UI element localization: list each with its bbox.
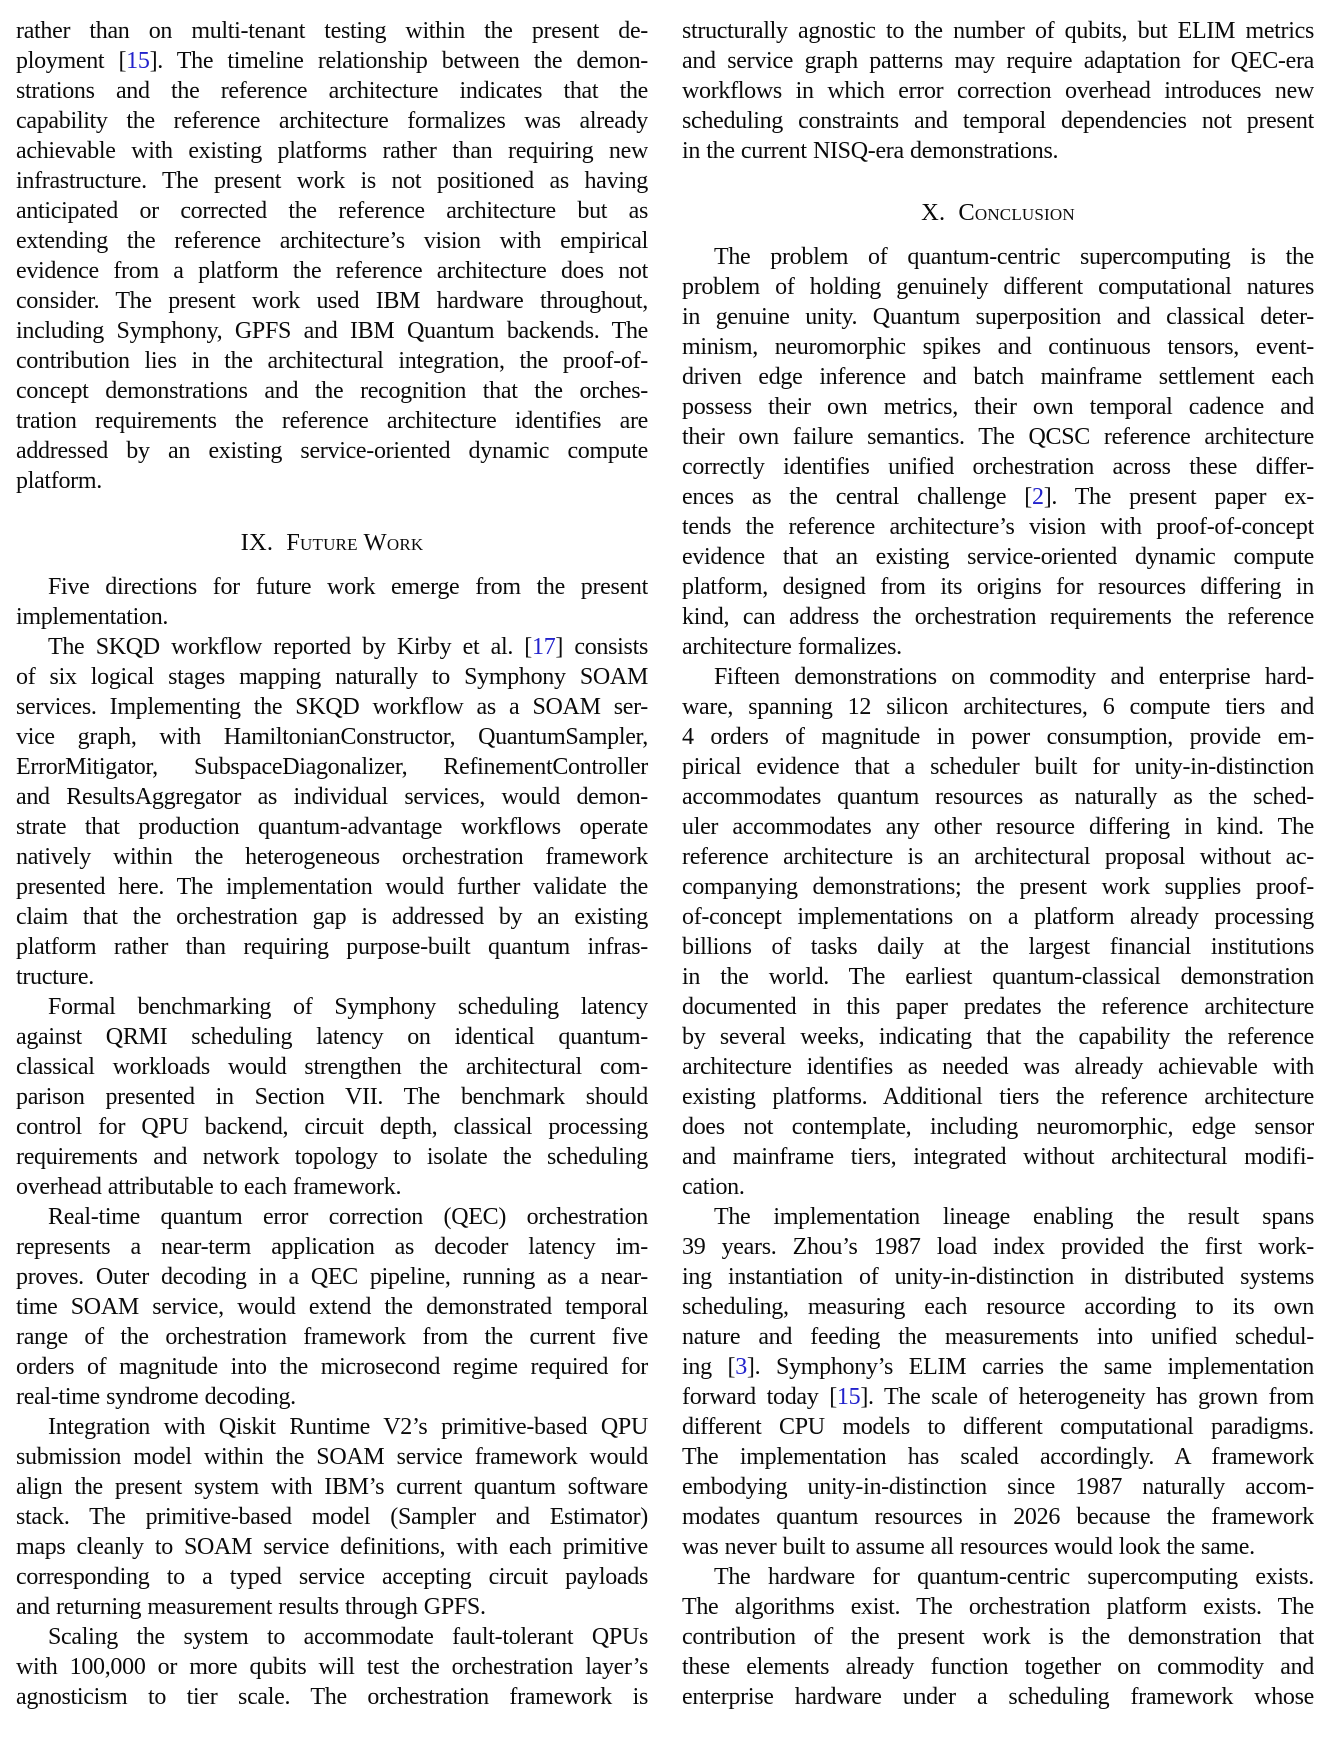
citation-link[interactable]: 2	[1031, 484, 1044, 510]
body-line: strate that production quantum-advantage workflows operate	[16, 814, 648, 840]
body-line: infrastructure. The present work is not positioned as having	[16, 168, 648, 194]
body-line: Scaling the system to accommodate fault-tolerant QPUs	[48, 1624, 648, 1650]
body-line: and returning measurement results through GPFS.	[16, 1594, 486, 1620]
body-line: anticipated or corrected the reference architecture but as	[16, 198, 648, 224]
paragraph	[16, 1412, 648, 1622]
body-line: vice graph, with HamiltonianConstructor, QuantumSampler,	[16, 724, 648, 750]
paragraph	[16, 572, 648, 632]
paragraph	[16, 16, 648, 496]
body-line: services. Implementing the SKQD workflow as a SOAM ser-	[16, 694, 648, 720]
body-line: The hardware for quantum-centric supercomputing exists.	[714, 1564, 1314, 1590]
section-heading	[16, 528, 648, 558]
body-line: range of the orchestration framework from the current five	[16, 1324, 648, 1350]
body-line: 39 years. Zhou’s 1987 load index provided the first work-	[682, 1234, 1314, 1260]
body-line: platform, designed from its origins for resources differing in	[682, 574, 1314, 600]
body-line: existing platforms. Additional tiers the reference architecture	[682, 1084, 1314, 1110]
body-line: The algorithms exist. The orchestration platform exists. The	[682, 1594, 1314, 1620]
body-line: Real-time quantum error correction (QEC) orchestration	[48, 1204, 648, 1230]
body-line: presented here. The implementation would further validate the	[16, 874, 648, 900]
body-line: ing [3]. Symphony’s ELIM carries the same implementation	[682, 1354, 1314, 1380]
body-line: maps cleanly to SOAM service definitions, with each primitive	[16, 1534, 648, 1560]
body-line: represents a near-term application as decoder latency im-	[16, 1234, 648, 1260]
body-line: time SOAM service, would extend the demonstrated temporal	[16, 1294, 648, 1320]
body-line: against QRMI scheduling latency on identical quantum-	[16, 1024, 648, 1050]
body-line: Formal benchmarking of Symphony scheduling latency	[48, 994, 648, 1020]
body-line: Five directions for future work emerge from the present	[48, 574, 648, 600]
section-number: IX.	[240, 529, 274, 556]
body-line: platform.	[16, 468, 102, 494]
body-line: ences as the central challenge [2]. The present paper ex-	[682, 484, 1314, 510]
body-line: overhead attributable to each framework.	[16, 1174, 402, 1200]
body-line: was never built to assume all resources would look the same.	[682, 1534, 1255, 1560]
left-column	[16, 16, 648, 1712]
body-line: problem of holding genuinely different computational natures	[682, 274, 1314, 300]
body-line: strations and the reference architecture indicates that the	[16, 78, 648, 104]
body-line: documented in this paper predates the reference architecture	[682, 994, 1314, 1020]
section-heading	[682, 198, 1314, 228]
body-line: pirical evidence that a scheduler built for unity-in-distinction	[682, 754, 1314, 780]
body-line: including Symphony, GPFS and IBM Quantum backends. The	[16, 318, 648, 344]
paragraph	[16, 992, 648, 1202]
body-line: their own failure semantics. The QCSC reference architecture	[682, 424, 1314, 450]
body-line: in the current NISQ-era demonstrations.	[682, 138, 1059, 164]
body-line: requirements and network topology to isolate the scheduling	[16, 1144, 648, 1170]
body-line: orders of magnitude into the microsecond regime required for	[16, 1354, 648, 1380]
body-line: structurally agnostic to the number of qubits, but ELIM metrics	[682, 18, 1314, 44]
body-line: nature and feeding the measurements into unified schedul-	[682, 1324, 1314, 1350]
body-line: and service graph patterns may require adaptation for QEC-era	[682, 48, 1314, 74]
body-line: architecture formalizes.	[682, 634, 902, 660]
body-line: classical workloads would strengthen the architectural com-	[16, 1054, 648, 1080]
right-column	[682, 16, 1314, 1712]
body-line: control for QPU backend, circuit depth, classical processing	[16, 1114, 648, 1140]
body-line: agnosticism to tier scale. The orchestration framework is	[16, 1684, 648, 1710]
body-line: modates quantum resources in 2026 because the framework	[682, 1504, 1314, 1530]
body-line: kind, can address the orchestration requirements the reference	[682, 604, 1314, 630]
body-line: claim that the orchestration gap is addressed by an existing	[16, 904, 648, 930]
body-line: ployment [15]. The timeline relationship between the demon-	[16, 48, 648, 74]
body-line: scheduling constraints and temporal dependencies not present	[682, 108, 1314, 134]
body-line: of six logical stages mapping naturally to Symphony SOAM	[16, 664, 648, 690]
body-line: with 100,000 or more qubits will test the orchestration layer’s	[16, 1654, 648, 1680]
body-line: embodying unity-in-distinction since 1987 naturally accom-	[682, 1474, 1314, 1500]
body-line: tructure.	[16, 964, 94, 990]
body-line: stack. The primitive-based model (Sampler and Estimator)	[16, 1504, 648, 1530]
body-line: billions of tasks daily at the largest financial institutions	[682, 934, 1314, 960]
body-line: Integration with Qiskit Runtime V2’s primitive-based QPU	[48, 1414, 648, 1440]
body-line: ErrorMitigator, SubspaceDiagonalizer, RefinementController	[16, 754, 648, 780]
section-number: X.	[921, 199, 946, 226]
body-line: evidence that an existing service-oriented dynamic compute	[682, 544, 1314, 570]
citation-link[interactable]: 17	[532, 634, 556, 660]
paragraph	[682, 662, 1314, 1202]
body-line: submission model within the SOAM service framework would	[16, 1444, 648, 1470]
body-line: and mainframe tiers, integrated without architectural modifi-	[682, 1144, 1314, 1170]
paragraph	[16, 632, 648, 992]
paragraph	[682, 1202, 1314, 1562]
body-line: and ResultsAggregator as individual services, would demon-	[16, 784, 648, 810]
citation-link[interactable]: 3	[735, 1354, 747, 1380]
body-line: minism, neuromorphic spikes and continuous tensors, event-	[682, 334, 1314, 360]
body-line: enterprise hardware under a scheduling framework whose	[682, 1684, 1314, 1710]
body-line: forward today [15]. The scale of heterogeneity has grown from	[682, 1384, 1314, 1410]
body-line: addressed by an existing service-oriented dynamic compute	[16, 438, 648, 464]
body-line: cation.	[682, 1174, 745, 1200]
citation-link[interactable]: 15	[836, 1384, 861, 1410]
section-title: Future Work	[286, 529, 424, 556]
body-line: consider. The present work used IBM hardware throughout,	[16, 288, 648, 314]
body-line: rather than on multi-tenant testing within the present de-	[16, 18, 648, 44]
body-line: accommodates quantum resources as naturally as the sched-	[682, 784, 1314, 810]
paragraph	[16, 1622, 648, 1712]
body-line: evidence from a platform the reference architecture does not	[16, 258, 648, 284]
paragraph	[682, 16, 1314, 166]
body-line: tration requirements the reference architecture identifies are	[16, 408, 648, 434]
body-line: natively within the heterogeneous orchestration framework	[16, 844, 648, 870]
body-line: align the present system with IBM’s current quantum software	[16, 1474, 648, 1500]
body-line: capability the reference architecture formalizes was already	[16, 108, 648, 134]
body-line: scheduling, measuring each resource according to its own	[682, 1294, 1314, 1320]
body-line: Fifteen demonstrations on commodity and enterprise hard-	[714, 664, 1314, 690]
body-line: ware, spanning 12 silicon architectures, 6 compute tiers and	[682, 694, 1314, 720]
body-line: extending the reference architecture’s vision with empirical	[16, 228, 648, 254]
body-line: The implementation has scaled accordingly. A framework	[682, 1444, 1314, 1470]
body-line: The problem of quantum-centric supercomputing is the	[714, 244, 1314, 270]
body-line: 4 orders of magnitude in power consumption, provide em-	[682, 724, 1314, 750]
body-line: companying demonstrations; the present work supplies proof-	[682, 874, 1314, 900]
body-line: possess their own metrics, their own temporal cadence and	[682, 394, 1314, 420]
body-line: reference architecture is an architectural proposal without ac-	[682, 844, 1314, 870]
body-line: driven edge inference and batch mainframe settlement each	[682, 364, 1314, 390]
body-line: of-concept implementations on a platform already processing	[682, 904, 1314, 930]
body-line: in the world. The earliest quantum-classical demonstration	[682, 964, 1314, 990]
citation-link[interactable]: 15	[126, 48, 150, 74]
body-line: proves. Outer decoding in a QEC pipeline, running as a near-	[16, 1264, 648, 1290]
body-line: implementation.	[16, 604, 169, 630]
body-line: in genuine unity. Quantum superposition and classical deter-	[682, 304, 1314, 330]
body-line: different CPU models to different computational paradigms.	[682, 1414, 1314, 1440]
body-line: platform rather than requiring purpose-built quantum infras-	[16, 934, 648, 960]
body-line: contribution lies in the architectural integration, the proof-of-	[16, 348, 648, 374]
body-line: workflows in which error correction overhead introduces new	[682, 78, 1314, 104]
body-line: The implementation lineage enabling the result spans	[714, 1204, 1314, 1230]
section-title: Conclusion	[958, 199, 1075, 226]
body-line: by several weeks, indicating that the capability the reference	[682, 1024, 1314, 1050]
body-line: tends the reference architecture’s vision with proof-of-concept	[682, 514, 1314, 540]
body-line: parison presented in Section VII. The benchmark should	[16, 1084, 648, 1110]
body-line: contribution of the present work is the demonstration that	[682, 1624, 1314, 1650]
body-line: The SKQD workflow reported by Kirby et al. [17] consists	[48, 634, 648, 660]
body-line: concept demonstrations and the recognition that the orches-	[16, 378, 648, 404]
body-line: corresponding to a typed service accepting circuit payloads	[16, 1564, 648, 1590]
paragraph	[16, 1202, 648, 1412]
body-line: ing instantiation of unity-in-distinction in distributed systems	[682, 1264, 1314, 1290]
paragraph	[682, 242, 1314, 662]
body-line: uler accommodates any other resource differing in kind. The	[682, 814, 1314, 840]
body-line: these elements already function together on commodity and	[682, 1654, 1314, 1680]
body-line: achievable with existing platforms rather than requiring new	[16, 138, 648, 164]
paragraph	[682, 1562, 1314, 1712]
body-line: does not contemplate, including neuromorphic, edge sensor	[682, 1114, 1314, 1140]
body-line: real-time syndrome decoding.	[16, 1384, 296, 1410]
body-line: architecture identifies as needed was already achievable with	[682, 1054, 1314, 1080]
body-line: correctly identifies unified orchestration across these differ-	[682, 454, 1314, 480]
